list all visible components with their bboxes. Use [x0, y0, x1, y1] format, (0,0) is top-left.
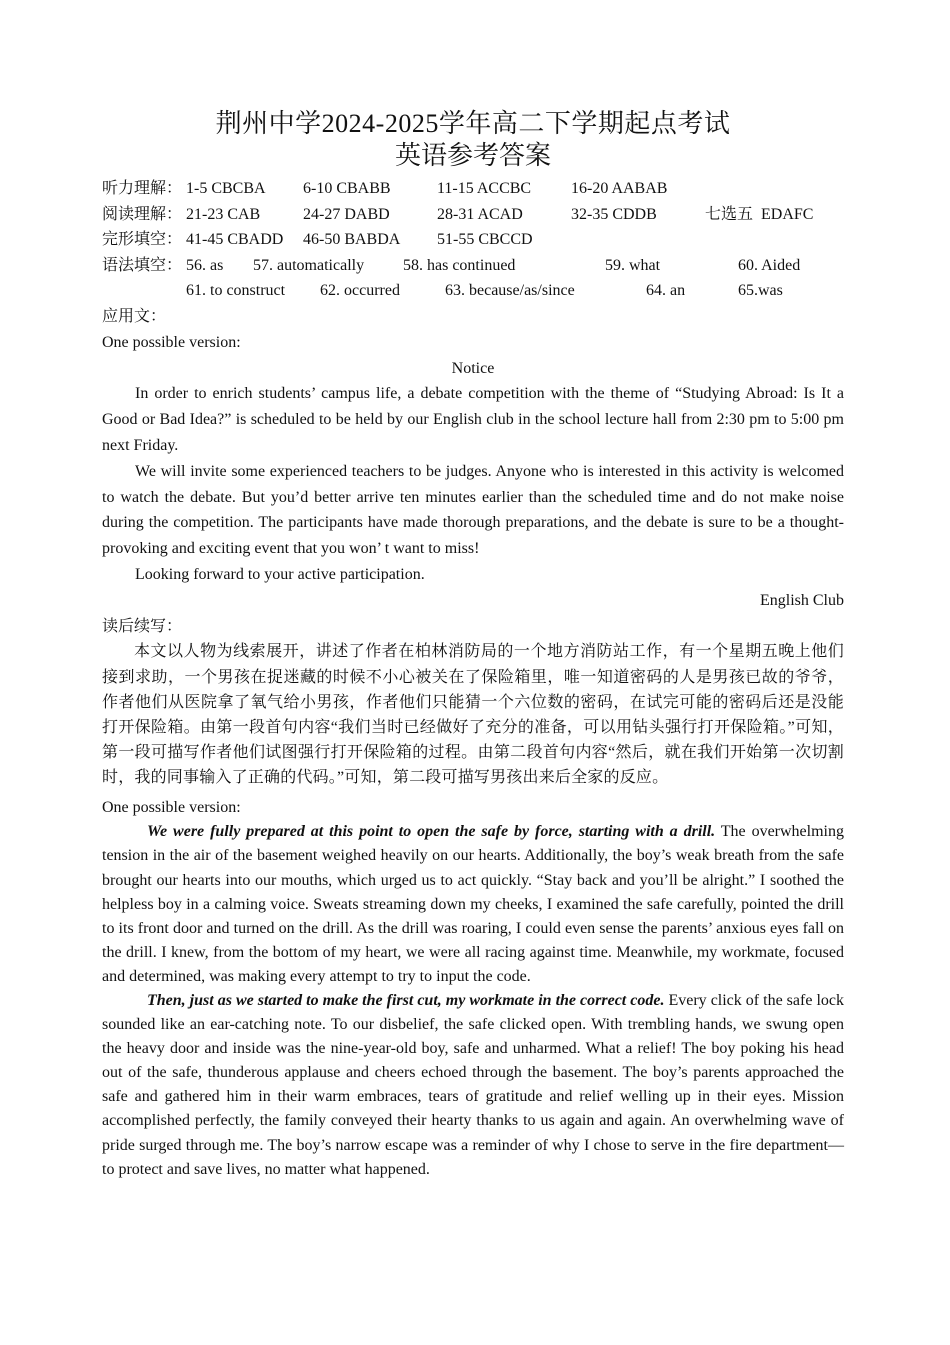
notice-paragraph: Looking forward to your active participation.: [135, 565, 425, 583]
notice-signature: English Club: [759, 591, 844, 609]
listening-answers: [102, 176, 844, 202]
document-subtitle: 英语参考答案: [394, 141, 551, 170]
answer-group: 11-15 ACCBC: [437, 180, 532, 197]
answer-group: 6-10 CBABB: [303, 180, 391, 197]
notice-heading: Notice: [451, 359, 495, 377]
grammar-answers-row-2: [102, 278, 844, 304]
answer-item: 59. what: [605, 256, 661, 274]
answer-group: 46-50 BABDA: [303, 231, 401, 249]
answer-group: 16-20 AABAB: [571, 180, 668, 197]
answer-group: 七选五 EDAFC: [705, 205, 814, 223]
answer-document: [102, 108, 844, 1182]
answer-group: 32-35 CDDB: [571, 205, 657, 223]
paragraph-body: Every click of the safe lock sounded like an ear-catching note. To our disbelief, the safe clicked open. With trembling hands, we swung open the heavy door and inside was the nine-year-old boy, safe and unharmed. What a relief! The boy poking his head out of the safe, thunderous applause and cheers echoed through the basement. The boy’s parents approached the safe and gathered him in their warm embraces, tears of gratitude and relief welling up in their eyes. Mission accomplished perfectly, the family conveyed their hearty thanks to us again and again. An overwhelming wave of pride surged through me. The boy’s narrow escape was a reminder of why I chose to serve in the fire department—to protect and save lives, no matter what happened.: [102, 992, 844, 1178]
answer-item: 57. automatically: [253, 256, 365, 274]
answer-item: 58. has continued: [403, 256, 516, 274]
section-label: 完形填空：: [102, 231, 183, 249]
reading-answers: [102, 202, 844, 228]
story-paragraph: [102, 820, 844, 989]
answer-item: 62. occurred: [320, 282, 400, 300]
paragraph-lead-sentence: Then, just as we started to make the first cut, my workmate in the correct code.: [147, 992, 665, 1009]
grammar-answers-row-1: [102, 253, 844, 279]
story-paragraph: [102, 989, 844, 1182]
answer-group: 21-23 CAB: [186, 205, 261, 223]
continuation-label: 读后续写：: [102, 617, 183, 635]
answer-group: 1-5 CBCBA: [186, 180, 266, 197]
cloze-answers: [102, 227, 844, 253]
answer-item: 61. to construct: [186, 282, 286, 300]
answer-group: 28-31 ACAD: [437, 205, 523, 223]
answer-item: 64. an: [646, 282, 686, 300]
answer-group: 51-55 CBCCD: [437, 231, 533, 249]
section-label: 阅读理解：: [102, 205, 183, 223]
answer-item: 63. because/as/since: [445, 282, 575, 300]
answer-item: 60. Aided: [738, 256, 801, 274]
answer-group: 41-45 CBADD: [186, 231, 284, 249]
continuation-analysis: 本文以人物为线索展开，讲述了作者在柏林消防局的一个地方消防站工作，有一个星期五晚上他们接到求助，一个男孩在捉迷藏的时候不小心被关在了保险箱里，唯一知道密码的人是男孩已故的爷爷，作者他们从医院拿了氧气给小男孩，作者他们只能猜一个六位数的密码，在试完可能的密码后还是没能打开保险箱。由第一段首句内容“我们当时已经做好了充分的准备，可以用钻头强行打开保险箱。”可知，第一段可描写作者他们试图强行打开保险箱的过程。由第二段首句内容“然后，就在我们开始第一次切割时，我的同事输入了正确的代码。”可知，第二段可描写男孩出来后全家的反应。: [102, 643, 844, 787]
section-label: 听力理解：: [102, 180, 183, 197]
applied-writing-label: 应用文：: [102, 307, 167, 325]
answer-item: 65.was: [738, 282, 783, 300]
paragraph-lead-sentence: We were fully prepared at this point to open the safe by force, starting with a drill.: [147, 823, 716, 841]
exam-title: 荆州中学2024-2025学年高二下学期起点考试: [215, 109, 731, 138]
answer-item: 56. as: [186, 256, 224, 274]
paragraph-body: The overwhelming tension in the air of the basement weighed heavily on our hearts. Additionally, the boy’s weak breath from the safe brought our hearts into our mouths, which urged us to act quickly. “Stay back and you’ll be alright.” I soothed the helpless boy in a calming voice. Sweats streaming down my cheeks, I examined the safe carefully, pointed the drill to its front door and turned on the drill. As the drill was roaring, I could even sense the parents’ anxious eyes fall on the drill. I knew, from the bottom of my heart, we were all racing against time. Meanwhile, my workmate, focused and determined, was making every attempt to try to input the code.: [102, 823, 844, 985]
section-label: 语法填空：: [102, 256, 183, 274]
notice-paragraph: We will invite some experienced teachers to be judges. Anyone who is interested in this activity is welcomed to watch the debate. But you’d better arrive ten minutes earlier than the scheduled time and do not make noise during the competition. The participants have made thorough preparations, and the debate is sure to be a thought-provoking and exciting event that you won’ t want to miss!: [102, 462, 844, 558]
version-intro: One possible version:: [102, 798, 241, 816]
version-intro: One possible version:: [102, 333, 241, 351]
answer-group: 24-27 DABD: [303, 205, 390, 223]
notice-paragraph: In order to enrich students’ campus life, a debate competition with the theme of “Studying Abroad: Is It a Good or Bad Idea?” is scheduled to be held by our English club in the school lecture hall from 2:30 pm to 5:00 pm next Friday.: [102, 385, 844, 454]
